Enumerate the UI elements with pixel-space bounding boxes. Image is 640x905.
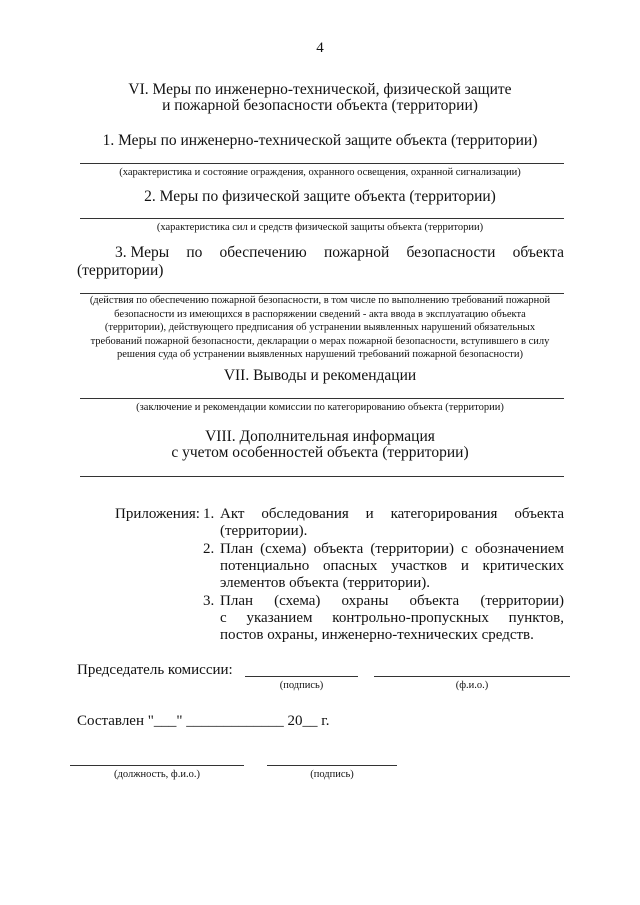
page-number: 4 — [316, 40, 324, 56]
section7-fill-line — [80, 398, 564, 399]
item3-word: объекта — [512, 244, 564, 261]
item1-fill-line — [80, 163, 564, 164]
section8-title-line2: с учетом особенностей объекта (территории) — [171, 444, 469, 461]
section6-item3-line2: (территории) — [77, 262, 164, 279]
position-name-line — [70, 765, 244, 766]
appendix-item-line: с указанием контрольно-пропускных пунктов, — [220, 610, 564, 626]
item3-note-line: решения суда об устранении выявленных нарушений требований пожарной безопасности) — [116, 349, 524, 360]
item3-word: пожарной — [323, 244, 390, 261]
section6-item1: 1. Меры по инженерно-технической защите объекта (территории) — [102, 132, 538, 149]
appendix-item-line: Акт обследования и категорирования объекта — [220, 506, 564, 522]
section8-title-line1: VIII. Дополнительная информация — [205, 428, 435, 445]
appendix-item-line: элементов объекта (территории). — [220, 575, 430, 591]
compiler-signature-line — [267, 765, 397, 766]
item3-note-line: (территории), действующего предписания об устранении выявленных нарушений обязательных — [104, 322, 536, 333]
item2-fill-line — [80, 218, 564, 219]
item3-note — [0, 294, 640, 362]
appendix-item-line: План (схема) объекта (территории) с обозначением — [220, 541, 564, 557]
name-caption: (ф.и.о.) — [455, 680, 489, 691]
item3-word: 3. Меры — [115, 244, 170, 261]
appendix-item-line: План (схема) охраны объекта (территории) — [220, 593, 564, 609]
item3-word: безопасности — [406, 244, 496, 261]
chairman-label: Председатель комиссии: — [77, 662, 233, 678]
chairman-signature-line — [245, 676, 358, 677]
item3-note-line: (действия по обеспечению пожарной безопасности, в том числе по выполнению требований пожарной — [89, 295, 551, 306]
item1-note: (характеристика и состояние ограждения, охранного освещения, охранной сигнализации) — [119, 167, 521, 178]
appendix-item-num: 2. — [203, 541, 215, 557]
compiled-date-line: Составлен "___" _____________ 20__ г. — [77, 713, 330, 729]
item3-word: по — [186, 244, 203, 261]
item3-note-line: требований пожарной безопасности, декларации о мерах пожарной безопасности, вступившего в силу — [90, 335, 550, 347]
appendix-item-num: 3. — [203, 593, 215, 609]
item3-note-line: безопасности из имеющихся в распоряжении сведений - акта ввода в эксплуатацию объекта — [114, 308, 526, 320]
appendix-label: Приложения: — [115, 506, 200, 522]
item3-word: обеспечению — [219, 244, 307, 261]
appendix-item-line: постов охраны, инженерно-технических средств. — [220, 627, 534, 643]
signature-caption: (подпись) — [279, 680, 324, 691]
section6-title-line2: и пожарной безопасности объекта (территории) — [162, 97, 478, 114]
section7-title: VII. Выводы и рекомендации — [223, 367, 417, 384]
item2-note: (характеристика сил и средств физической защиты объекта (территории) — [156, 222, 484, 233]
appendix-item-line: потенциально опасных участков и критических — [220, 558, 564, 574]
position-caption: (должность, ф.и.о.) — [114, 769, 200, 780]
appendix-item-line: (территории). — [220, 523, 308, 539]
section6-item3-line1 — [115, 243, 564, 262]
signature-caption2: (подпись) — [310, 769, 354, 780]
chairman-name-line — [374, 676, 570, 677]
section8-fill-line — [80, 476, 564, 477]
section6-title-line1: VI. Меры по инженерно-технической, физической защите — [128, 81, 512, 98]
section7-note: (заключение и рекомендации комиссии по категорированию объекта (территории) — [136, 402, 504, 413]
appendix-item-num: 1. — [203, 506, 215, 522]
section6-item2: 2. Меры по физической защите объекта (территории) — [144, 188, 496, 205]
